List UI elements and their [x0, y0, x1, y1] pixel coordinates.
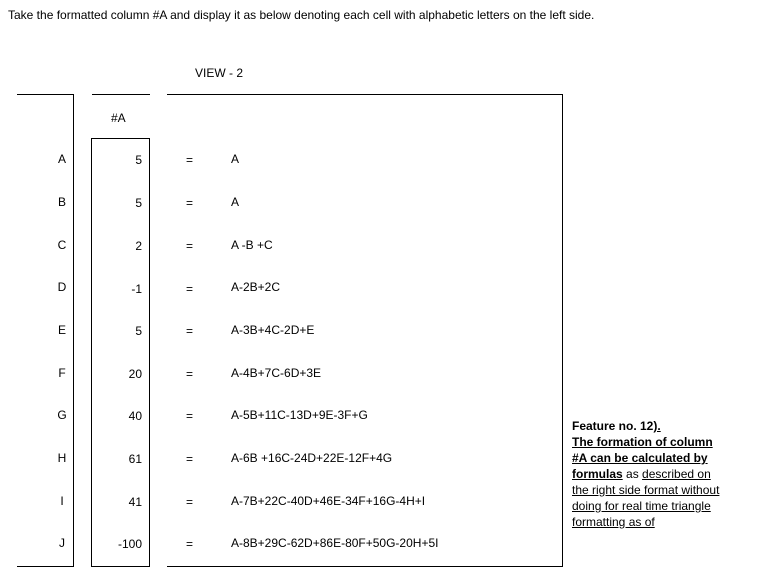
row-formula: A	[231, 195, 240, 209]
row-value: 61	[128, 452, 142, 466]
left-column-bottom-rule	[17, 566, 74, 567]
instruction-text: Take the formatted column #A and display it as below denoting each cell with alphabetic letters on the left side.	[8, 8, 595, 22]
values-box-bottom	[91, 566, 150, 567]
left-column-right-rule	[73, 94, 74, 566]
row-label: G	[57, 408, 67, 422]
row-formula: A-4B+7C-6D+3E	[231, 366, 322, 380]
row-label: C	[57, 238, 67, 252]
equals-sign: =	[186, 239, 194, 253]
row-label: A	[57, 152, 66, 166]
row-label: B	[57, 195, 66, 209]
left-column-top-rule	[17, 94, 73, 95]
row-label: F	[58, 366, 66, 380]
equals-sign: =	[186, 196, 194, 210]
equals-sign: =	[186, 324, 194, 338]
note-underlined-text: described on the right side format without doing for real time triangle formatting as of	[572, 467, 720, 529]
row-formula: A-8B+29C-62D+86E-80F+50G-20H+5I	[231, 536, 439, 550]
equals-sign: =	[186, 495, 194, 509]
values-box-right	[149, 138, 150, 566]
row-label: E	[57, 323, 66, 337]
row-formula: A-7B+22C-40D+46E-34F+16G-4H+I	[231, 494, 426, 508]
formula-box-top	[167, 94, 563, 95]
formula-box-right	[562, 94, 563, 566]
row-formula: A-5B+11C-13D+9E-3F+G	[231, 408, 368, 422]
row-formula: A -B +C	[231, 238, 273, 252]
view-title: VIEW - 2	[195, 66, 244, 80]
note-plain-text: as	[622, 467, 639, 481]
header-top-rule	[92, 94, 150, 95]
note-feature-suffix: ).	[653, 419, 661, 433]
row-value: 2	[135, 239, 142, 253]
values-box-top	[91, 138, 150, 139]
equals-sign: =	[186, 153, 194, 167]
note-bold-statement: The formation of column #A can be calculated by formulas	[572, 435, 713, 481]
row-value: 5	[135, 196, 142, 210]
row-label: I	[60, 494, 64, 508]
feature-note	[572, 418, 722, 530]
equals-sign: =	[186, 282, 194, 296]
equals-sign: =	[186, 367, 194, 381]
row-formula: A-3B+4C-2D+E	[231, 323, 315, 337]
row-label: H	[57, 451, 67, 465]
row-formula: A	[231, 152, 240, 166]
row-label: J	[59, 536, 65, 550]
equals-sign: =	[186, 452, 194, 466]
equals-sign: =	[186, 409, 194, 423]
row-value: -1	[131, 282, 142, 296]
row-value: -100	[117, 537, 142, 551]
equals-sign: =	[186, 537, 194, 551]
row-value: 5	[135, 324, 142, 338]
values-box-left	[91, 138, 92, 566]
note-feature-number: Feature no. 12	[572, 419, 654, 433]
row-value: 40	[128, 409, 142, 423]
row-formula: A-6B +16C-24D+22E-12F+4G	[231, 451, 393, 465]
column-header: #A	[111, 111, 126, 125]
row-value: 41	[128, 495, 142, 509]
formula-box-bottom	[167, 566, 563, 567]
row-value: 20	[128, 367, 142, 381]
row-label: D	[57, 280, 67, 294]
row-formula: A-2B+2C	[231, 280, 281, 294]
row-value: 5	[135, 153, 142, 167]
